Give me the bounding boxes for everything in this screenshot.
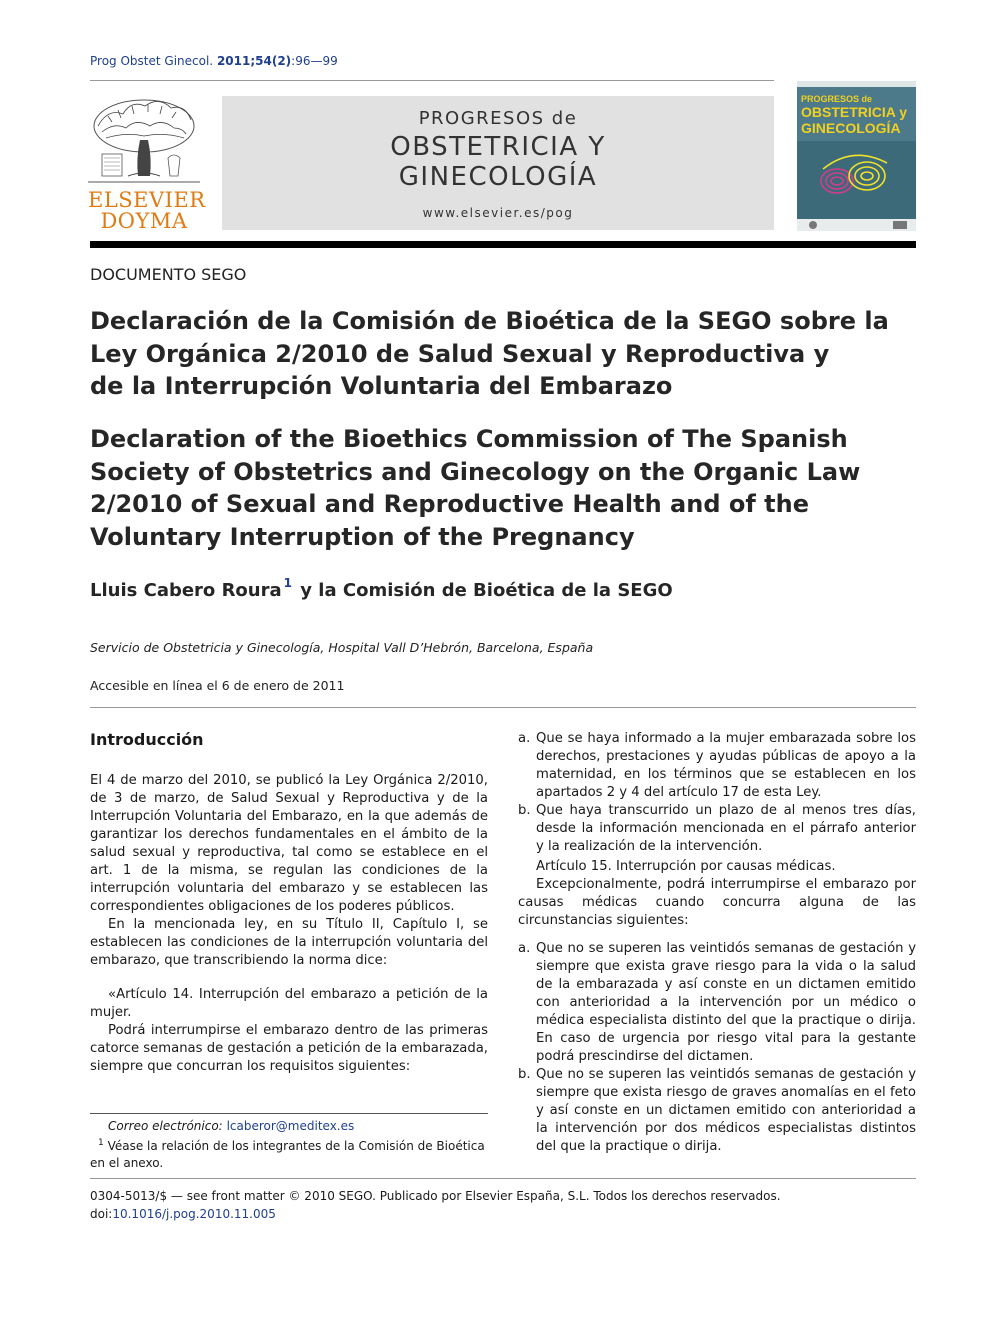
author-group: y la Comisión de Bioética de la SEGO (300, 580, 673, 601)
journal-title-line2: OBSTETRICIA Y (390, 132, 606, 162)
title-en-line: 2/2010 of Sexual and Reproductive Health and of the (90, 490, 809, 518)
affiliation: Servicio de Obstetricia y Ginecología, Hospital Vall D’Hebrón, Barcelona, España (90, 640, 594, 655)
list-item-label: a. (518, 941, 531, 956)
list-item (518, 730, 916, 802)
author-name: Lluis Cabero Roura (90, 580, 282, 601)
title-en-line: Declaration of the Bioethics Commission of The Spanish (90, 425, 848, 453)
email-label: Correo electrónico: (108, 1119, 223, 1133)
title-es-line: Declaración de la Comisión de Bioética de la SEGO sobre la (90, 307, 889, 335)
footnotes (90, 1118, 488, 1172)
footnote-mark: 1 (98, 1138, 104, 1148)
list-item-label: b. (518, 1067, 531, 1082)
article-title-english (90, 423, 861, 553)
list-item-text: Que se haya informado a la mujer embarazada sobre los derechos, prestaciones y ayudas públicas de apoyo a la maternidad, en los términos que se establecen en los apartados 2 y 4 del artículo 17 de esta Ley. (536, 731, 916, 800)
tree-logo-icon (88, 96, 200, 188)
journal-header (222, 96, 774, 230)
footnote-email (90, 1118, 488, 1135)
paragraph-article15: Artículo 15. Interrupción por causas médicas. (536, 859, 836, 874)
email-link[interactable]: lcaberor@meditex.es (226, 1119, 355, 1133)
journal-cover-thumbnail[interactable] (797, 81, 916, 231)
online-date: Accesible en línea el 6 de enero de 2011 (90, 678, 345, 693)
paragraph-article14: «Artículo 14. Interrupción del embarazo a petición de la mujer. (90, 987, 488, 1020)
logo-doyma: DOYMA (100, 209, 188, 233)
citation-volume[interactable]: 2011;54(2) (216, 54, 292, 68)
copyright-line: 0304-5013/$ — see front matter © 2010 SEGO. Publicado por Elsevier España, S.L. Todos los derechos reservados. (90, 1189, 781, 1203)
article-title-spanish (90, 305, 889, 403)
title-en-line: Voluntary Interruption of the Pregnancy (90, 522, 635, 551)
logo-elsevier: ELSEVIER (88, 188, 206, 212)
footer-divider (90, 1178, 916, 1179)
title-es-line: de la Interrupción Voluntaria del Embarazo (90, 372, 673, 400)
paragraph: Podrá interrumpirse el embarazo dentro de las primeras catorce semanas de gestación a petición de la embarazada, siempre que concurran los requisitos siguientes: (90, 1023, 488, 1074)
title-en-line: Society of Obstetrics and Ginecology on the Organic Law (90, 457, 861, 486)
footnote-divider (90, 1113, 488, 1114)
title-es-line: Ley Orgánica 2/2010 de Salud Sexual y Reproductiva y (90, 339, 830, 368)
list-item-text: Que haya transcurrido un plazo de al menos tres días, desde la información mencionada en el párrafo anterior y la realización de la intervención. (536, 803, 916, 854)
doi-line (90, 1205, 781, 1223)
list-item-text: Que no se superen las veintidós semanas de gestación y siempre que exista grave riesgo para la vida o la salud de la embarazada y así conste en un dictamen emitido con anterioridad a la intervención por un médico o médica especialista distinto del que la practique o dirija. En caso de urgencia por riesgo vital para la gestante podrá prescindirse del dictamen. (536, 941, 916, 1064)
header-thick-divider (90, 241, 916, 248)
publisher-logo (88, 96, 206, 233)
list-item-text: Que no se superen las veintidós semanas de gestación y siempre que exista riesgo de graves anomalías en el feto y así conste en un dictamen emitido con anterioridad a la intervención por dos médicos especialistas distintos del que la practique o dirija. (536, 1067, 916, 1154)
footnote-1 (90, 1135, 488, 1172)
cover-art-icon (797, 81, 916, 231)
list-item (518, 802, 916, 856)
left-column (90, 730, 488, 1076)
citation-pages[interactable]: :96—99 (291, 54, 338, 68)
list-item (518, 1066, 916, 1156)
journal-citation[interactable] (90, 54, 338, 68)
list-item (518, 940, 916, 1066)
journal-title-line1: PROGRESOS de (418, 108, 578, 129)
citation-journal[interactable]: Prog Obstet Ginecol. (90, 54, 214, 68)
paragraph: Excepcionalmente, podrá interrumpirse el embarazo por causas médicas cuando concurra alguna de las circunstancias siguientes: (518, 877, 916, 928)
journal-title-line3: GINECOLOGÍA (398, 162, 598, 192)
right-column (518, 730, 916, 1156)
list-item-label: a. (518, 731, 531, 746)
cover-title-line2: OBSTETRICIA y (801, 104, 908, 120)
author-line (90, 578, 673, 601)
copyright-block (90, 1187, 781, 1223)
author-footnote-link[interactable]: 1 (283, 576, 292, 590)
paragraph: El 4 de marzo del 2010, se publicó la Ley Orgánica 2/2010, de 3 de marzo, de Salud Sexual y Reproductiva y de la Interrupción Voluntaria del Embarazo, en la que además de garantizar los derechos fundamentales en el ámbito de la salud sexual y reproductiva, tal como se establece en el art. 1 de la misma, se regulan las condiciones de la interrupción voluntaria del embarazo y se establecen las correspondientes obligaciones de los poderes públicos. (90, 773, 488, 914)
front-matter-divider (90, 707, 916, 708)
cover-title-line1: PROGRESOS de (801, 94, 873, 104)
doi-label: doi: (90, 1207, 113, 1221)
paragraph: En la mencionada ley, en su Título II, Capítulo I, se establecen las condiciones de la interrupción voluntaria del embarazo, que transcribiendo la norma dice: (90, 917, 488, 968)
top-divider (90, 80, 774, 81)
footnote-text: Véase la relación de los integrantes de la Comisión de Bioética en el anexo. (90, 1139, 485, 1170)
list-item-label: b. (518, 803, 531, 818)
journal-url-link[interactable]: www.elsevier.es/pog (422, 206, 574, 220)
doi-link[interactable]: 10.1016/j.pog.2010.11.005 (112, 1207, 276, 1221)
section-type-label: DOCUMENTO SEGO (90, 265, 247, 284)
cover-title-line3: GINECOLOGÍA (801, 120, 901, 136)
section-heading-introduccion: Introducción (90, 730, 204, 749)
